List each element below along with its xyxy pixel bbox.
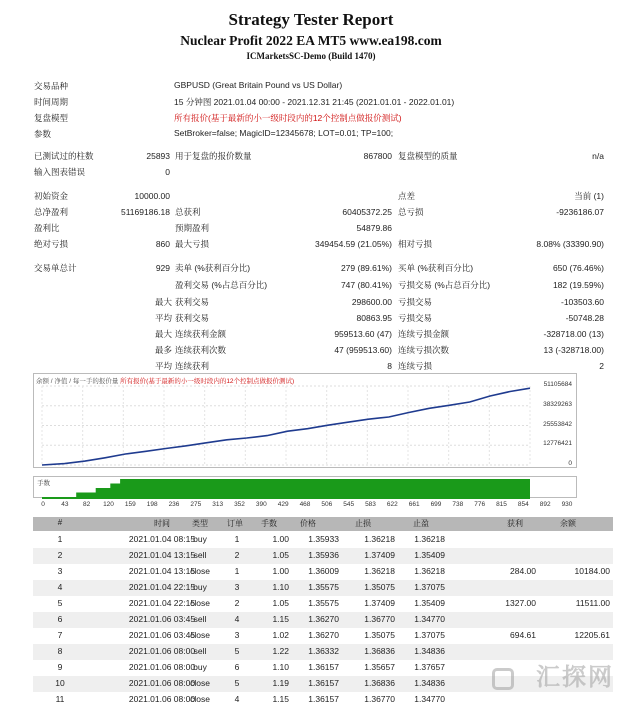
stat-label: 盈利比 bbox=[34, 223, 60, 233]
stat-label: 点差 bbox=[398, 191, 416, 201]
chart-x-tick: 815 bbox=[496, 501, 507, 508]
chart-x-tick: 506 bbox=[321, 501, 333, 508]
table-cell: 1.10 bbox=[272, 582, 289, 592]
stat-label: 总获利 bbox=[175, 207, 201, 217]
stat-value: 54879.86 bbox=[356, 223, 392, 233]
table-cell: 1.36270 bbox=[308, 614, 339, 624]
table-cell: 1.37409 bbox=[364, 598, 395, 608]
table-cell: close bbox=[190, 678, 210, 688]
chart-x-tick: 699 bbox=[430, 501, 442, 508]
table-cell: 1.37657 bbox=[414, 662, 445, 672]
chart-x-tick: 313 bbox=[212, 501, 224, 508]
table-cell: 4 bbox=[234, 694, 240, 704]
info-value: 15 分钟图 2021.01.04 00:00 - 2021.12.31 21:45 (2021.01.01 - 2022.01.01) bbox=[174, 97, 455, 107]
trade-label: 连续亏损金额 bbox=[398, 329, 450, 339]
table-row bbox=[33, 564, 613, 580]
table-cell: 1.22 bbox=[272, 646, 289, 656]
stat-value: 60405372.25 bbox=[342, 207, 392, 217]
table-cell: 1.05 bbox=[272, 550, 289, 560]
table-cell: 1.36218 bbox=[364, 534, 395, 544]
table-cell: 11511.00 bbox=[575, 598, 610, 608]
chart-x-tick: 275 bbox=[190, 501, 202, 508]
trade-label: 获利交易 bbox=[175, 297, 210, 307]
chart-x-tick: 236 bbox=[168, 501, 180, 508]
trade-label: 连续亏损次数 bbox=[398, 345, 450, 355]
table-cell: 1.35075 bbox=[364, 582, 395, 592]
info-value: GBPUSD (Great Britain Pound vs US Dollar) bbox=[174, 80, 343, 90]
trade-label: 卖单 (%获利百分比) bbox=[175, 263, 251, 273]
table-row bbox=[33, 644, 613, 660]
table-row bbox=[33, 532, 613, 548]
info-value: 所有报价(基于最新的小一级时段内的12个控制点做报价测试) bbox=[174, 113, 402, 123]
stat-value: 349454.59 (21.05%) bbox=[314, 239, 392, 249]
trade-label: 盈利交易 (%占总百分比) bbox=[175, 280, 268, 290]
trade-value: 279 (89.61%) bbox=[340, 263, 392, 273]
stat-value: 25893 bbox=[146, 151, 170, 161]
table-cell: 4 bbox=[234, 614, 240, 624]
trade-label: 平均 bbox=[154, 361, 172, 371]
stat-label: 总亏损 bbox=[398, 207, 424, 217]
table-cell: 2021.01.06 08:00 bbox=[128, 694, 196, 704]
trade-label: 获利交易 bbox=[175, 313, 210, 323]
table-cell: 1.35575 bbox=[308, 582, 339, 592]
stat-value: n/a bbox=[592, 151, 604, 161]
table-cell: 1.35657 bbox=[364, 662, 395, 672]
table-cell: 2 bbox=[234, 598, 240, 608]
table-cell: 1.36009 bbox=[308, 566, 339, 576]
trade-label: 亏损交易 bbox=[398, 313, 433, 323]
chart-x-tick: 930 bbox=[561, 501, 573, 508]
chart-y-tick: 12776421 bbox=[543, 440, 572, 448]
table-cell: 1.34770 bbox=[414, 694, 445, 704]
table-cell: 1.15 bbox=[272, 694, 289, 704]
table-cell: 1.34770 bbox=[414, 614, 445, 624]
table-cell: 1.36157 bbox=[308, 694, 339, 704]
table-cell: 2021.01.06 03:45 bbox=[128, 630, 196, 640]
table-cell: 8 bbox=[57, 646, 63, 656]
trade-label: 连续获利次数 bbox=[175, 345, 227, 355]
table-cell: 5 bbox=[234, 678, 240, 688]
table-cell: 1.15 bbox=[272, 614, 289, 624]
stat-value: 当前 (1) bbox=[574, 191, 604, 201]
stat-value: -9236186.07 bbox=[556, 207, 604, 217]
trade-value: 929 bbox=[155, 263, 170, 273]
table-cell: 1.36218 bbox=[364, 566, 395, 576]
stat-label: 复盘模型的质量 bbox=[398, 151, 458, 161]
table-cell: 2 bbox=[234, 550, 240, 560]
balance-chart bbox=[33, 373, 577, 468]
table-cell: 1.35409 bbox=[414, 550, 445, 560]
chart-x-tick: 738 bbox=[452, 501, 464, 508]
table-header-cell: 获利 bbox=[507, 519, 523, 528]
table-cell: 1.34836 bbox=[414, 646, 445, 656]
table-cell: 12205.61 bbox=[574, 630, 610, 640]
trade-value: 8 bbox=[387, 361, 392, 371]
stat-value: 860 bbox=[155, 239, 170, 249]
chart-x-tick: 622 bbox=[386, 501, 398, 508]
table-cell: 1.02 bbox=[272, 630, 289, 640]
chart-x-tick: 82 bbox=[83, 501, 91, 508]
chart-x-tick: 545 bbox=[343, 501, 355, 508]
table-row bbox=[33, 580, 613, 596]
chart-x-tick: 43 bbox=[61, 501, 69, 508]
stat-label: 最大亏损 bbox=[175, 239, 210, 249]
chart-x-tick: 0 bbox=[41, 501, 45, 508]
table-cell: close bbox=[190, 630, 210, 640]
chart-x-tick: 776 bbox=[474, 501, 486, 508]
chart-x-tick: 583 bbox=[365, 501, 376, 508]
trade-value: 2 bbox=[599, 361, 604, 371]
table-cell: 2021.01.06 08:00 bbox=[128, 646, 196, 656]
stat-label: 已测试过的柱数 bbox=[34, 151, 94, 161]
trade-value: 80863.95 bbox=[356, 313, 392, 323]
table-cell: 9 bbox=[57, 662, 63, 672]
table-cell: 3 bbox=[234, 582, 240, 592]
table-cell: close bbox=[190, 566, 210, 576]
stat-value: 10000.00 bbox=[134, 191, 170, 201]
table-cell: 10 bbox=[55, 678, 65, 688]
table-header-cell: # bbox=[57, 518, 63, 527]
table-row bbox=[33, 628, 613, 644]
info-row bbox=[34, 112, 614, 124]
watermark: 汇探网 bbox=[536, 663, 614, 691]
trade-label: 连续获利 bbox=[175, 361, 210, 371]
info-label: 时间周期 bbox=[34, 97, 69, 107]
stat-label: 绝对亏损 bbox=[34, 239, 69, 249]
table-cell: 1.36218 bbox=[414, 566, 445, 576]
table-cell: 2021.01.06 08:00 bbox=[128, 678, 196, 688]
table-row bbox=[33, 676, 613, 692]
table-cell: 1.34836 bbox=[414, 678, 445, 688]
trade-label: 交易单总计 bbox=[34, 263, 77, 273]
table-cell: buy bbox=[193, 534, 207, 544]
stat-value: 867800 bbox=[363, 151, 392, 161]
table-cell: 1.36218 bbox=[414, 534, 445, 544]
trade-value: -328718.00 (13) bbox=[543, 329, 604, 339]
table-cell: 5 bbox=[57, 598, 63, 608]
stat-label: 用于复盘的报价数量 bbox=[175, 151, 252, 161]
info-label: 复盘模型 bbox=[34, 113, 69, 123]
table-cell: 2021.01.04 22:15 bbox=[128, 582, 196, 592]
trade-label: 最多 bbox=[154, 345, 172, 355]
info-row bbox=[34, 128, 614, 140]
stat-value: 51169186.18 bbox=[120, 207, 170, 217]
trade-value: 47 (959513.60) bbox=[334, 345, 392, 355]
table-row bbox=[33, 692, 613, 708]
table-row bbox=[33, 548, 613, 564]
stat-label: 输入图表错误 bbox=[34, 167, 86, 177]
chart-y-tick: 0 bbox=[568, 460, 572, 467]
info-row bbox=[34, 96, 614, 108]
table-cell: close bbox=[190, 694, 210, 704]
table-cell: 1.35409 bbox=[414, 598, 445, 608]
trade-value: 13 (-328718.00) bbox=[543, 345, 604, 355]
trade-label: 买单 (%获利百分比) bbox=[398, 263, 474, 273]
table-cell: 1 bbox=[234, 566, 240, 576]
stat-label: 相对亏损 bbox=[398, 239, 433, 249]
chart-y-tick: 38329263 bbox=[543, 400, 572, 408]
table-cell: 1.37409 bbox=[364, 550, 395, 560]
table-cell: 5 bbox=[234, 646, 240, 656]
table-cell: 1.35936 bbox=[308, 550, 339, 560]
table-cell: 4 bbox=[57, 582, 63, 592]
trade-value: 298600.00 bbox=[351, 297, 392, 307]
chart-x-tick: 198 bbox=[146, 501, 158, 508]
stat-value: 0 bbox=[165, 167, 170, 177]
table-cell: 1.36770 bbox=[364, 614, 395, 624]
table-cell: 1.36332 bbox=[308, 646, 339, 656]
table-header-cell: 订单 bbox=[227, 519, 243, 528]
table-cell: buy bbox=[193, 662, 207, 672]
trade-value: 959513.60 (47) bbox=[334, 329, 392, 339]
table-row bbox=[33, 660, 613, 676]
volume-chart-svg bbox=[34, 477, 578, 499]
table-header-cell: 价格 bbox=[300, 519, 316, 528]
trade-value: 747 (80.41%) bbox=[340, 280, 392, 290]
volume-chart bbox=[33, 476, 577, 498]
table-cell: 11 bbox=[55, 694, 65, 704]
table-cell: 3 bbox=[57, 566, 63, 576]
trade-label: 亏损交易 bbox=[398, 297, 433, 307]
volume-label: 手数 bbox=[37, 480, 50, 487]
table-cell: 10184.00 bbox=[574, 566, 610, 576]
table-cell: 2021.01.06 08:00 bbox=[128, 662, 196, 672]
table-header-cell: 手数 bbox=[261, 519, 277, 528]
volume-area bbox=[42, 479, 530, 499]
chart-y-tick: 51105684 bbox=[543, 381, 572, 388]
table-cell: 2021.01.06 03:45 bbox=[128, 614, 196, 624]
chart-x-tick: 352 bbox=[234, 501, 245, 508]
table-header-cell: 止损 bbox=[355, 519, 371, 528]
table-cell: 284.00 bbox=[510, 566, 536, 576]
trade-value: 182 (19.59%) bbox=[552, 280, 604, 290]
chart-legend-prefix: 余额 / 净值 / 每一手的报价量 bbox=[36, 378, 119, 385]
table-cell: sell bbox=[193, 646, 207, 656]
table-cell: sell bbox=[193, 614, 207, 624]
stat-value: 8.08% (33390.90) bbox=[536, 239, 604, 249]
table-cell: 2 bbox=[57, 550, 63, 560]
table-cell: 694.61 bbox=[510, 630, 536, 640]
trade-label: 最大 bbox=[154, 297, 172, 307]
trade-value: -103503.60 bbox=[560, 297, 604, 307]
table-cell: 2021.01.04 08:15 bbox=[128, 534, 196, 544]
table-header-cell: 止盈 bbox=[413, 519, 429, 528]
table-cell: 1327.00 bbox=[505, 598, 536, 608]
table-cell: 1.37075 bbox=[414, 630, 445, 640]
report-server: ICMarketsSC-Demo (Build 1470) bbox=[246, 51, 376, 61]
table-cell: 2021.01.04 13:15 bbox=[128, 566, 196, 576]
table-cell: 1.10 bbox=[272, 662, 289, 672]
table-cell: 1.36770 bbox=[364, 694, 395, 704]
table-cell: 1.00 bbox=[272, 566, 289, 576]
trade-label: 连续亏损 bbox=[398, 361, 433, 371]
table-row bbox=[33, 612, 613, 628]
table-cell: 1.36270 bbox=[308, 630, 339, 640]
watermark-logo-icon bbox=[492, 668, 514, 690]
table-cell: 1.36157 bbox=[308, 678, 339, 688]
table-cell: 6 bbox=[57, 614, 63, 624]
table-header-cell: 余额 bbox=[560, 519, 576, 528]
chart-y-tick: 25553842 bbox=[543, 420, 572, 428]
chart-x-tick: 120 bbox=[103, 501, 114, 508]
table-cell: 1.36157 bbox=[308, 662, 339, 672]
table-cell: 7 bbox=[57, 630, 63, 640]
stat-label: 总净盈利 bbox=[34, 207, 69, 217]
stat-label: 预期盈利 bbox=[175, 223, 210, 233]
table-cell: 1.19 bbox=[272, 678, 289, 688]
table-cell: 1.35075 bbox=[364, 630, 395, 640]
table-cell: 1.05 bbox=[272, 598, 289, 608]
chart-legend-model: 所有报价(基于最新的小一级时段内的12个控制点做报价测试) bbox=[120, 378, 295, 385]
table-cell: 3 bbox=[234, 630, 240, 640]
trade-label: 亏损交易 (%占总百分比) bbox=[398, 280, 491, 290]
info-label: 参数 bbox=[34, 129, 52, 139]
trade-value: -50748.28 bbox=[565, 313, 604, 323]
table-cell: 1.37075 bbox=[414, 582, 445, 592]
chart-x-tick: 429 bbox=[277, 501, 289, 508]
table-cell: 1.36836 bbox=[364, 678, 395, 688]
table-cell: close bbox=[190, 598, 210, 608]
report-subtitle: Nuclear Profit 2022 EA MT5 www.ea198.com bbox=[180, 33, 442, 48]
trade-label: 连续获利金额 bbox=[175, 329, 227, 339]
trade-label: 最大 bbox=[154, 329, 172, 339]
table-cell: 1.00 bbox=[272, 534, 289, 544]
table-cell: sell bbox=[193, 550, 207, 560]
trade-value: 650 (76.46%) bbox=[552, 263, 604, 273]
chart-x-tick: 468 bbox=[299, 501, 311, 508]
table-cell: 1.36836 bbox=[364, 646, 395, 656]
chart-x-tick: 159 bbox=[124, 501, 136, 508]
balance-chart-svg bbox=[34, 374, 578, 469]
table-cell: 1.35575 bbox=[308, 598, 339, 608]
deals-table-header bbox=[33, 517, 613, 531]
info-label: 交易品种 bbox=[34, 81, 69, 91]
table-cell: buy bbox=[193, 582, 207, 592]
chart-x-tick: 661 bbox=[408, 501, 420, 508]
info-row bbox=[34, 80, 614, 92]
table-header-cell: 时间 bbox=[154, 519, 170, 528]
table-row bbox=[33, 596, 613, 612]
table-cell: 2021.01.04 13:15 bbox=[128, 550, 196, 560]
info-value: SetBroker=false; MagicID=12345678; LOT=0.01; TP=100; bbox=[174, 128, 394, 138]
table-cell: 2021.01.04 22:15 bbox=[128, 598, 196, 608]
table-header-cell: 类型 bbox=[192, 519, 208, 528]
trade-label: 平均 bbox=[154, 313, 172, 323]
report-title: Strategy Tester Report bbox=[228, 10, 394, 29]
chart-x-tick: 892 bbox=[539, 501, 551, 508]
table-cell: 1.35933 bbox=[308, 534, 339, 544]
table-cell: 1 bbox=[234, 534, 240, 544]
stat-label: 初始资金 bbox=[34, 191, 69, 201]
table-cell: 1 bbox=[57, 534, 63, 544]
table-cell: 6 bbox=[234, 662, 240, 672]
chart-x-tick: 390 bbox=[255, 501, 267, 508]
chart-x-tick: 854 bbox=[517, 501, 529, 508]
